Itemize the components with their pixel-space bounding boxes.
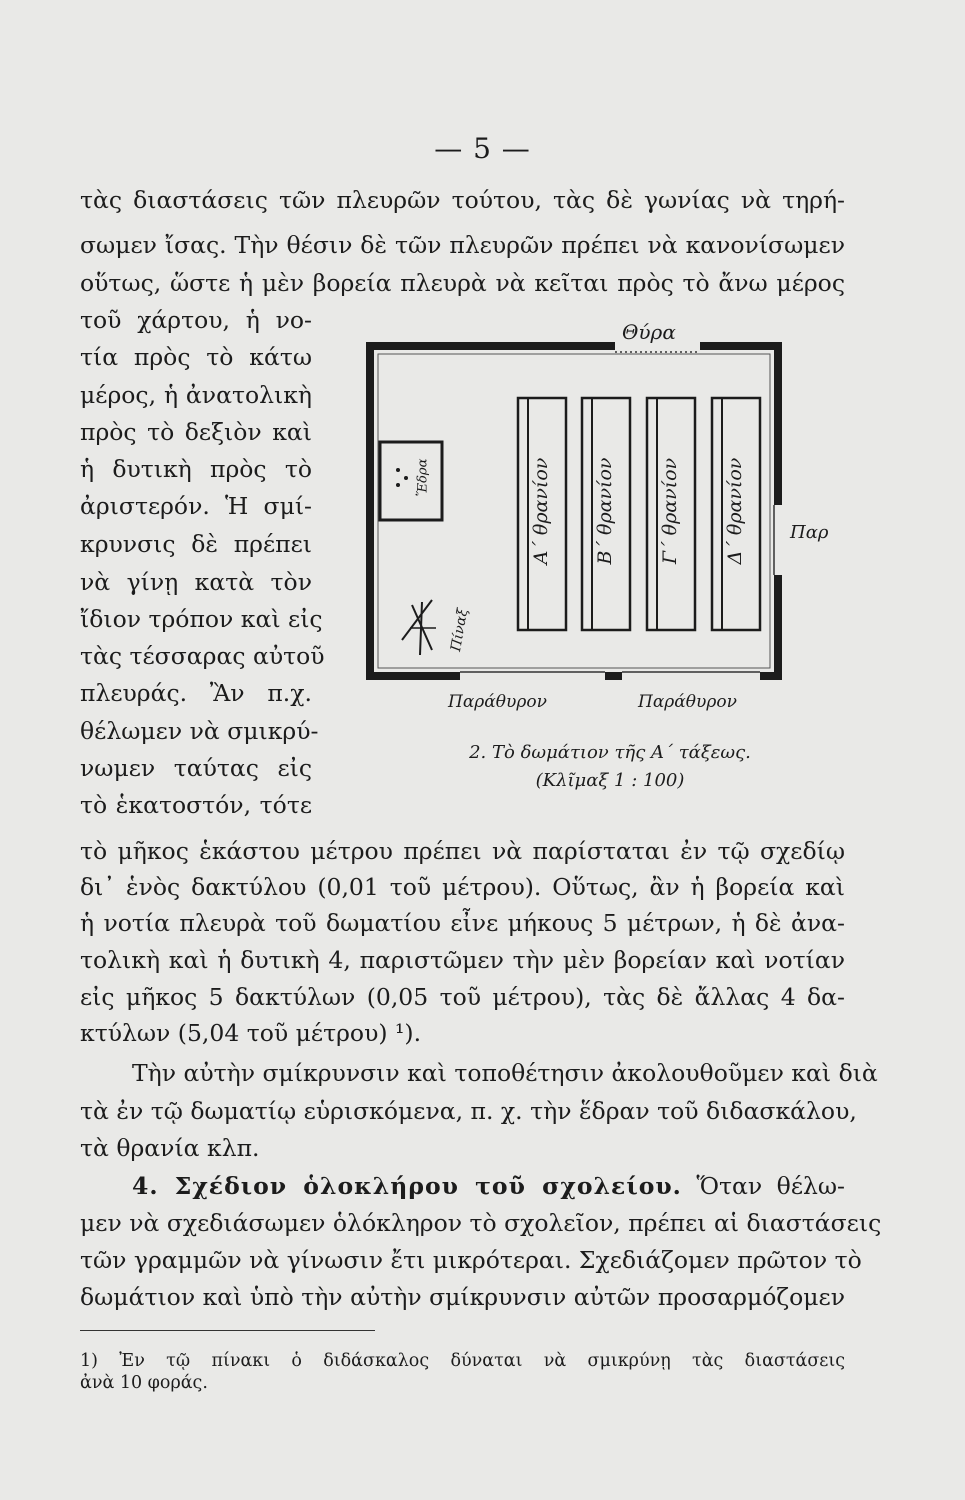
board-label: Πίναξ	[448, 607, 472, 653]
body-line: τολικὴ καὶ ἡ δυτικὴ 4, παριστῶμεν τὴν μὲν βορείαν καὶ νοτίαν	[80, 946, 845, 974]
body-line: εἰς μῆκος 5 δακτύλων (0,05 τοῦ μέτρου), τὰς δὲ ἄλλας 4 δα-	[80, 983, 845, 1011]
side-line: κρυνσις δὲ πρέπει	[80, 530, 312, 558]
window-bottom-right-label: Παράθυρον	[638, 692, 737, 712]
body-line: Τὴν αὐτὴν σμίκρυνσιν καὶ τοποθέτησιν ἀκολουθοῦμεν καὶ διὰ	[132, 1059, 878, 1087]
body-line: τῶν γραμμῶν νὰ γίνωσιν ἔτι μικρότεραι. Σχεδιάζομεν πρῶτον τὸ	[80, 1246, 862, 1274]
side-line: ἴδιον τρόπον καὶ εἰς	[80, 605, 323, 633]
classroom-plan-figure	[360, 310, 830, 730]
section-heading: 4. Σχέδιον ὁλοκλήρου τοῦ σχολείου.	[132, 1172, 682, 1200]
desk-label: Ἕδρα	[415, 458, 431, 497]
bench-label: Δ´ θρανίον	[724, 457, 746, 565]
section-first-line	[132, 1171, 845, 1201]
footnote-line: ἀνὰ 10 φοράς.	[80, 1373, 208, 1393]
side-line: ἀριστερόν. Ἡ σμί-	[80, 492, 312, 520]
window-right-label: Παρ	[790, 522, 829, 543]
body-line: οὕτως, ὥστε ἡ μὲν βορεία πλευρὰ νὰ κεῖται πρὸς τὸ ἄνω μέρος	[80, 269, 845, 297]
body-line: τὰ ἐν τῷ δωματίῳ εὑρισκόμενα, π. χ. τὴν ἕδραν τοῦ διδασκάλου,	[80, 1097, 857, 1125]
body-line: ἡ νοτία πλευρὰ τοῦ δωματίου εἶνε μήκους 5 μέτρων, ἡ δὲ ἀνα-	[80, 909, 845, 937]
desk-dot	[396, 468, 400, 472]
footnote-rule	[80, 1330, 375, 1331]
side-line: θέλωμεν νὰ σμικρύ-	[80, 717, 319, 745]
body-line: κτύλων (5,04 τοῦ μέτρου) ¹).	[80, 1019, 422, 1047]
side-line: πλευράς. Ἂν π.χ.	[80, 679, 312, 707]
body-line: μεν νὰ σχεδιάσωμεν ὁλόκληρον τὸ σχολεῖον, πρέπει αἱ διαστάσεις	[80, 1209, 882, 1237]
body-line: τὸ μῆκος ἑκάστου μέτρου πρέπει νὰ παρίσταται ἐν τῷ σχεδίῳ	[80, 837, 845, 865]
figure-caption: 2. Τὸ δωμάτιον τῆς Α´ τάξεως.	[469, 742, 751, 763]
side-line: νὰ γίνῃ κατὰ τὸν	[80, 568, 312, 596]
bench-label: Α´ θρανίον	[530, 457, 552, 565]
side-line: νωμεν ταύτας εἰς	[80, 754, 312, 782]
side-line: πρὸς τὸ δεξιὸν καὶ	[80, 418, 312, 446]
desk-dot	[404, 476, 408, 480]
body-line: δωμάτιον καὶ ὑπὸ τὴν αὐτὴν σμίκρυνσιν αὐτῶν προσαρμόζομεν	[80, 1283, 845, 1311]
side-line: μέρος, ἡ ἀνατολικὴ	[80, 381, 312, 409]
side-line: τὰς τέσσαρας αὐτοῦ	[80, 642, 325, 670]
footnote-line: 1) Ἐν τῷ πίνακι ὁ διδάσκαλος δύναται νὰ σμικρύνῃ τὰς διαστάσεις	[80, 1351, 845, 1371]
door-label: Θύρα	[622, 320, 676, 344]
side-line: ἡ δυτικὴ πρὸς τὸ	[80, 455, 312, 483]
bench-label: Γ´ θρανίον	[659, 457, 681, 565]
desk-dot	[396, 483, 400, 487]
room-wall	[370, 346, 778, 676]
teacher-desk	[380, 442, 442, 520]
side-line: τοῦ χάρτου, ἡ νο-	[80, 306, 312, 334]
blackboard-easel	[402, 600, 436, 655]
side-line: τία πρὸς τὸ κάτω	[80, 343, 312, 371]
page-number: — 5 —	[434, 132, 531, 165]
window-bottom-left-label: Παράθυρον	[448, 692, 547, 712]
body-line: σωμεν ἴσας. Τὴν θέσιν δὲ τῶν πλευρῶν πρέπει νὰ κανονίσωμεν	[80, 231, 845, 259]
body-line: τὰς διαστάσεις τῶν πλευρῶν τούτου, τὰς δὲ γωνίας νὰ τηρή-	[80, 186, 845, 214]
body-line: δι᾽ ἑνὸς δακτύλου (0,01 τοῦ μέτρου). Οὕτως, ἂν ἡ βορεία καὶ	[80, 873, 845, 901]
body-line: τὰ θρανία κλπ.	[80, 1134, 260, 1162]
section-first-line-rest: Ὅταν θέλω-	[696, 1172, 845, 1200]
figure-scale: (Κλῖμαξ 1 : 100)	[535, 770, 685, 791]
bench-label: Β´ θρανίον	[594, 457, 616, 565]
side-line: τὸ ἑκατοστόν, τότε	[80, 791, 312, 819]
